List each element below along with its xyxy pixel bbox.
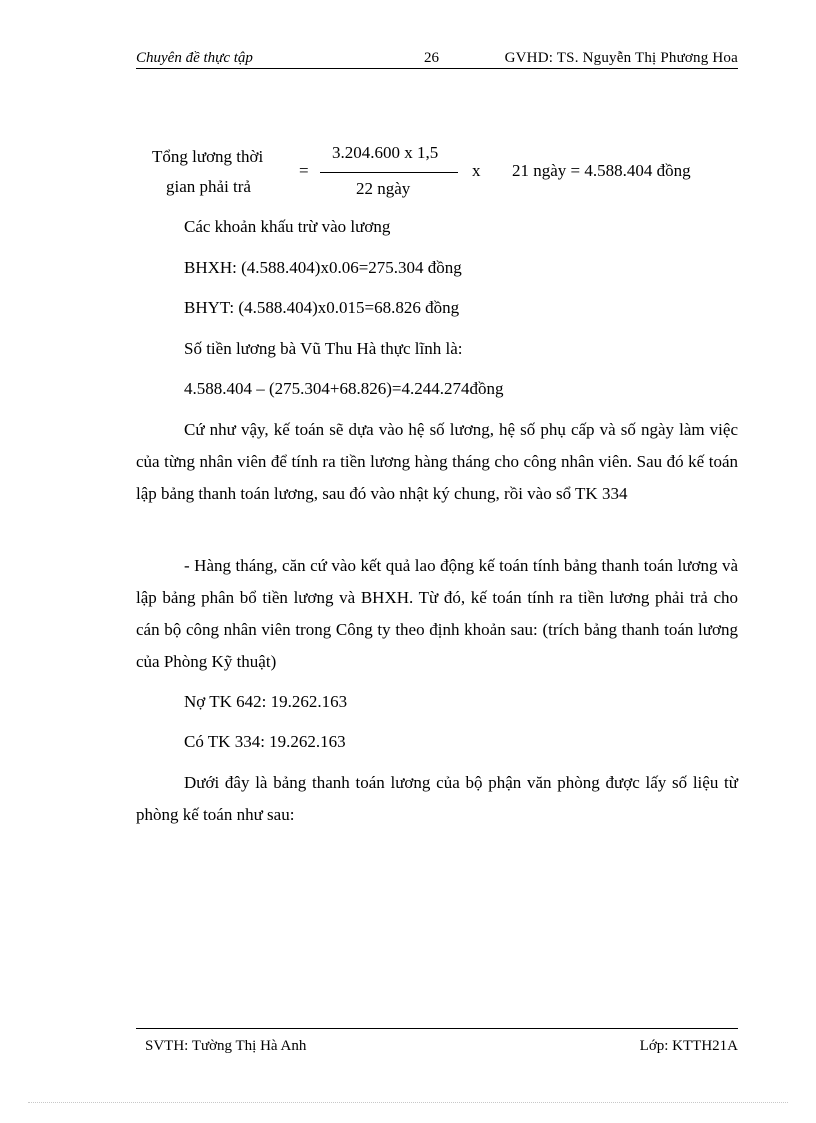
formula-denominator: 22 ngày [356,179,411,198]
page-edge [28,1102,788,1103]
formula-times: x [472,161,481,180]
salary-formula [136,140,738,210]
formula-equals: = [299,161,309,180]
formula-label-line1: Tổng lương thời [152,147,264,166]
header-document-title: Chuyên đề thực tập [136,50,253,66]
formula-numerator: 3.204.600 x 1,5 [332,143,439,162]
debit-entry: Nợ TK 642: 19.262.163 [184,692,348,711]
paragraph-closing-text: Dưới đây là bảng thanh toán lương của bộ phận văn phòng được lấy số liệu từ phòng kế toán như sau: [136,773,738,824]
header-advisor: GVHD: TS. Nguyễn Thị Phương Hoa [504,50,738,66]
footer-class: Lớp: KTTH21A [639,1038,738,1054]
header-page-number: 26 [424,50,439,66]
net-salary-calculation: 4.588.404 – (275.304+68.826)=4.244.274đồng [184,379,504,398]
paragraph-closing [136,767,738,831]
formula-label-line2: gian phải trả [166,177,251,196]
credit-entry: Có TK 334: 19.262.163 [184,732,346,751]
net-salary-heading: Số tiền lương bà Vũ Thu Hà thực lĩnh là: [184,339,463,358]
header-rule [136,68,738,69]
formula-result: 21 ngày = 4.588.404 đồng [512,161,691,180]
footer-rule [136,1028,738,1029]
deductions-heading: Các khoản khấu trừ vào lương [184,217,391,236]
page-header [136,48,738,68]
paragraph-salary-method-text: Cứ như vậy, kế toán sẽ dựa vào hệ số lương, hệ số phụ cấp và số ngày làm việc của từng nhân viên để tính ra tiền lương hàng tháng cho công nhân viên. Sau đó kế toán lập bảng thanh toán lương, sau đó vào nhật ký chung, rồi vào sổ TK 334 [136,420,738,503]
paragraph-monthly-process [136,550,738,678]
bhxh-line: BHXH: (4.588.404)x0.06=275.304 đồng [184,258,462,277]
paragraph-salary-method [136,414,738,510]
bhyt-line: BHYT: (4.588.404)x0.015=68.826 đồng [184,298,460,317]
footer-student: SVTH: Tường Thị Hà Anh [145,1038,307,1054]
fraction-bar [320,172,458,173]
paragraph-monthly-process-text: - Hàng tháng, căn cứ vào kết quả lao động kế toán tính bảng thanh toán lương và lập bảng phân bổ tiền lương và BHXH. Từ đó, kế toán tính ra tiền lương phải trả cho cán bộ công nhân viên trong Công ty theo định khoản sau: (trích bảng thanh toán lương của Phòng Kỹ thuật) [136,556,738,671]
